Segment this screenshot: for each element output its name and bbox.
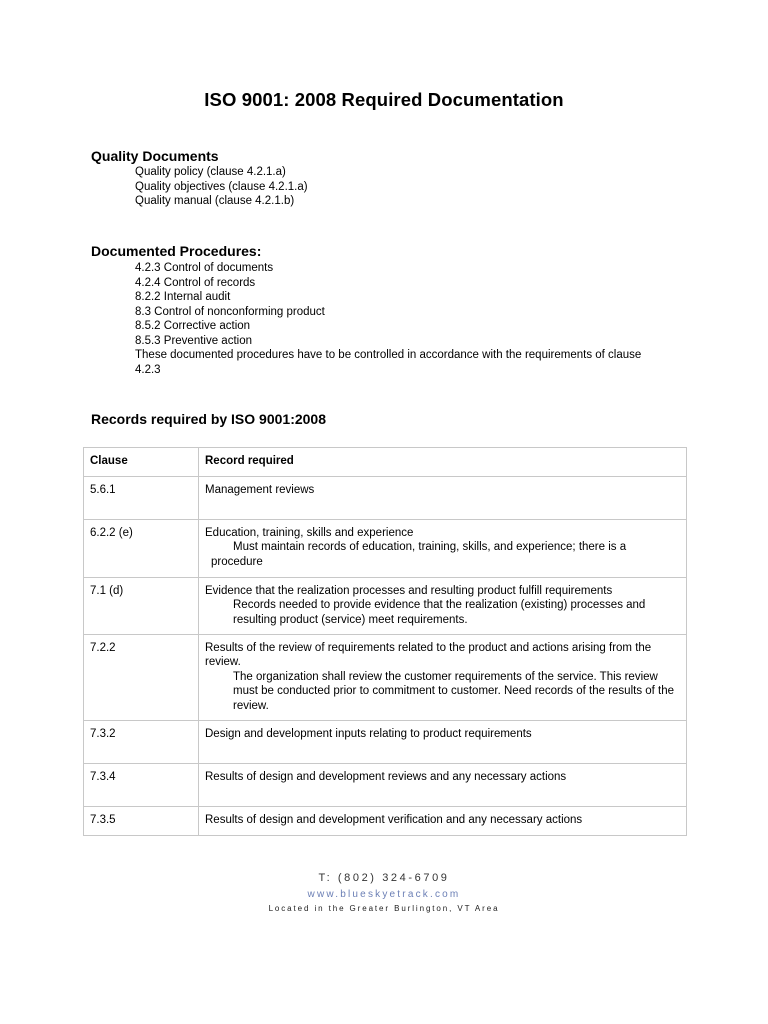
- record-text: Education, training, skills and experience: [205, 527, 414, 539]
- footer-phone: T: (802) 324-6709: [318, 872, 450, 884]
- clause-cell: 7.3.2: [84, 721, 199, 764]
- list-item: 4.2.3 Control of documents: [135, 262, 274, 274]
- record-text: Results of the review of requirements related to the product and actions arising from the review.: [205, 642, 652, 669]
- record-cell: [199, 578, 687, 635]
- list-item: Quality objectives (clause 4.2.1.a): [135, 180, 308, 193]
- list-item: Quality policy (clause 4.2.1.a): [135, 166, 286, 178]
- table-header-row: [84, 448, 687, 477]
- record-text: Results of design and development reviews and any necessary actions: [205, 771, 567, 783]
- table-row: [84, 635, 687, 721]
- clause-cell: 7.2.2: [84, 635, 199, 721]
- record-text: Results of design and development verification and any necessary actions: [205, 814, 583, 826]
- clause-cell: 5.6.1: [84, 477, 199, 520]
- record-note: Records needed to provide evidence that the realization (existing) processes and resulting product (service) meet requirements.: [233, 599, 646, 626]
- records-heading: Records required by ISO 9001:2008: [91, 411, 326, 427]
- list-item: Quality manual (clause 4.2.1.b): [135, 195, 295, 207]
- record-text: Evidence that the realization processes and resulting product fulfill requirements: [205, 585, 613, 597]
- documented-procedures-list: [135, 261, 675, 377]
- record-cell: [199, 520, 687, 578]
- table-row: [84, 520, 687, 578]
- table-row: [84, 807, 687, 836]
- record-cell: [199, 764, 687, 807]
- column-header-clause: Clause: [84, 448, 199, 477]
- record-note: Must maintain records of education, training, skills, and experience; there is a procedure: [211, 541, 627, 568]
- quality-documents-list: [135, 165, 675, 209]
- list-item: 4.2.4 Control of records: [135, 276, 256, 289]
- table-row: [84, 578, 687, 635]
- record-note: The organization shall review the customer requirements of the service. This review must be conducted prior to commitment to customer. Need records of the results of the review.: [233, 670, 675, 712]
- page-title: ISO 9001: 2008 Required Documentation: [204, 89, 564, 110]
- footer-website-link[interactable]: www.blueskyetrack.com: [307, 889, 461, 900]
- clause-cell: 7.1 (d): [84, 578, 199, 635]
- footer-location: Located in the Greater Burlington, VT Area: [268, 904, 500, 913]
- record-cell: [199, 721, 687, 764]
- quality-documents-heading: Quality Documents: [91, 148, 219, 164]
- documented-procedures-heading: Documented Procedures:: [91, 243, 262, 259]
- table-row: [84, 721, 687, 764]
- record-text: Design and development inputs relating to product requirements: [205, 728, 532, 740]
- list-item: 8.5.2 Corrective action: [135, 320, 251, 332]
- list-item: 8.3 Control of nonconforming product: [135, 305, 325, 318]
- list-item: 8.2.2 Internal audit: [135, 291, 231, 303]
- procedures-note: These documented procedures have to be controlled in accordance with the requirements of clause 4.2.3: [135, 349, 642, 376]
- column-header-record: Record required: [199, 448, 687, 477]
- table-row: [84, 764, 687, 807]
- list-item: 8.5.3 Preventive action: [135, 334, 252, 347]
- table-row: [84, 477, 687, 520]
- record-cell: [199, 807, 687, 836]
- clause-cell: 7.3.5: [84, 807, 199, 836]
- record-cell: [199, 477, 687, 520]
- record-cell: [199, 635, 687, 721]
- records-table: [83, 447, 687, 836]
- clause-cell: 6.2.2 (e): [84, 520, 199, 578]
- record-text: Management reviews: [205, 484, 315, 496]
- clause-cell: 7.3.4: [84, 764, 199, 807]
